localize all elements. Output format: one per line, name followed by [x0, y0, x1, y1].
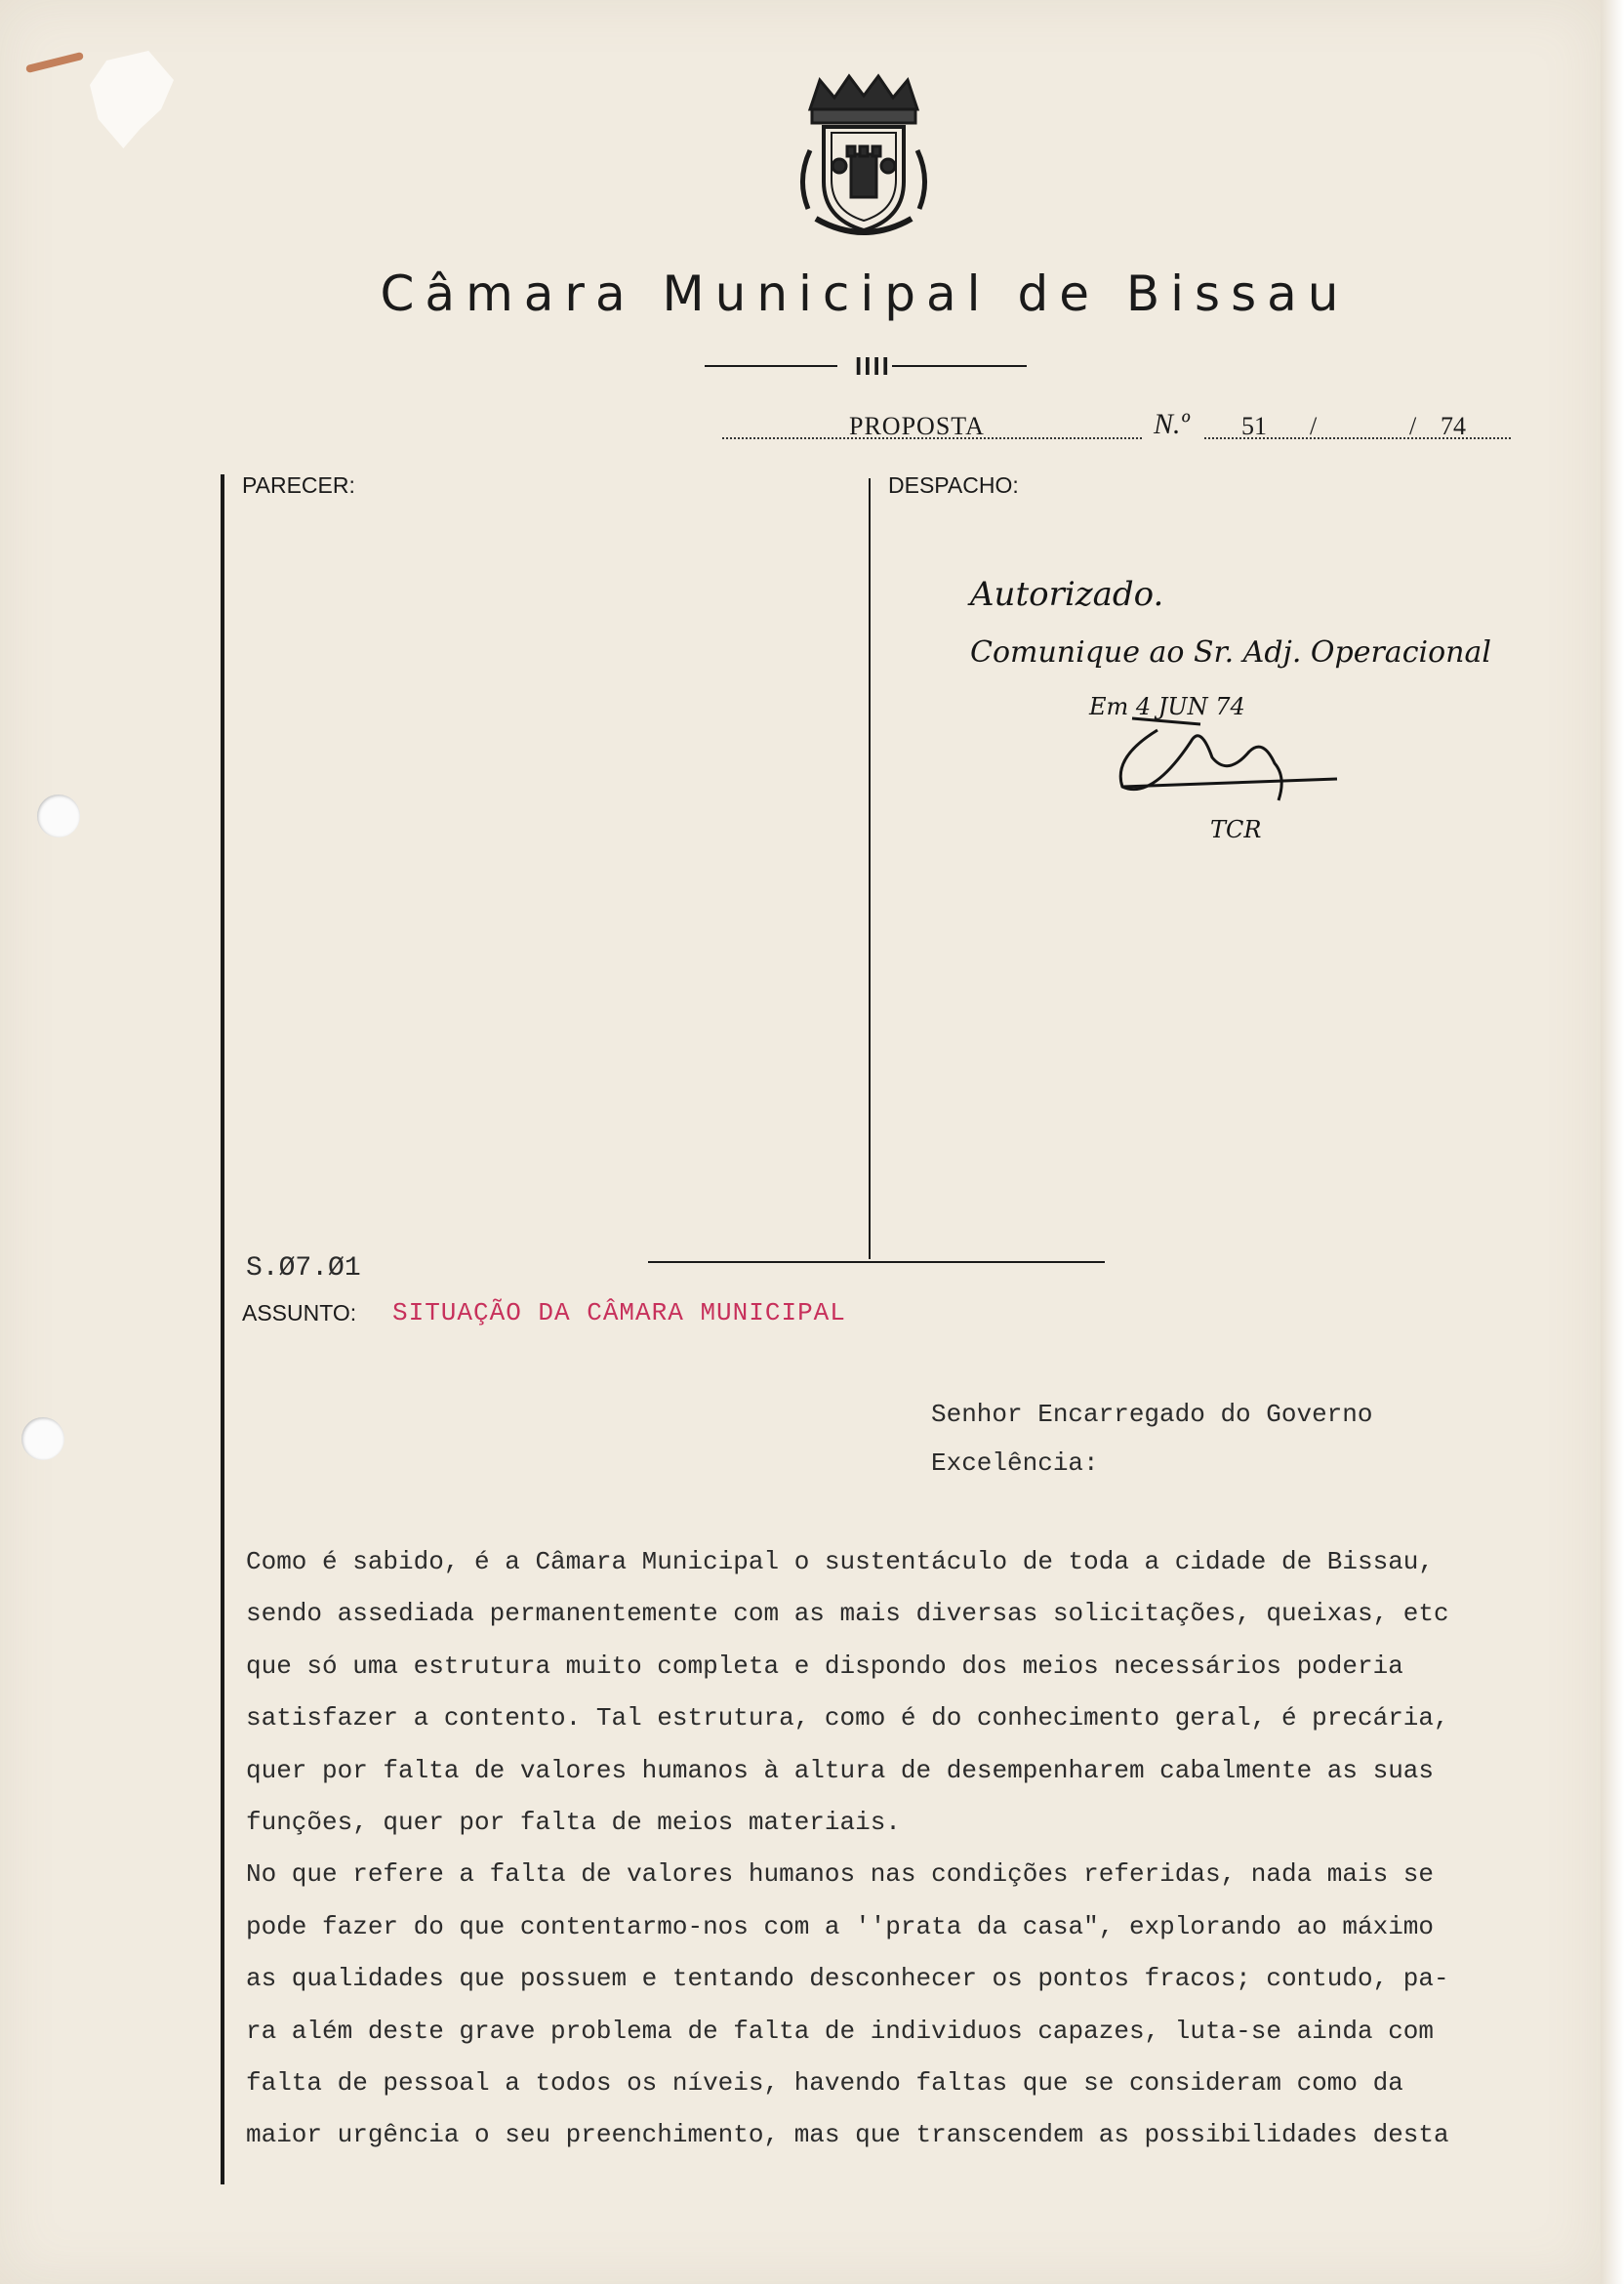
proposta-line — [722, 408, 1511, 447]
proposta-label: PROPOSTA — [849, 412, 985, 440]
salutation — [931, 1390, 1372, 1488]
assunto-value: SITUAÇÃO DA CÂMARA MUNICIPAL — [392, 1298, 846, 1327]
body-line: maior urgência o seu preenchimento, mas que transcendem as possibilidades desta — [246, 2120, 1449, 2150]
despacho-initials: TCR — [1210, 816, 1262, 843]
coat-of-arms-icon — [791, 72, 937, 238]
body-line: No que refere a falta de valores humanos nas condições referidas, nada mais se — [246, 1859, 1434, 1890]
body-line: que só uma estrutura muito completa e dispondo dos meios necessários poderia — [246, 1651, 1403, 1681]
page-edge — [1601, 0, 1624, 2284]
body-line: falta de pessoal a todos os níveis, havendo faltas que se consideram como da — [246, 2068, 1403, 2099]
handwritten-despacho — [956, 556, 1562, 849]
proposal-number: 51 — [1241, 412, 1267, 440]
year-separator: / — [1409, 412, 1417, 440]
institution-title: Câmara Municipal de Bissau — [380, 265, 1350, 322]
body-line: pode fazer do que contentarmo-nos com a ''prata da casa", explorando ao máximo — [246, 1911, 1434, 1941]
number-label: N.º — [1154, 408, 1190, 440]
number-separator: / — [1310, 412, 1318, 440]
title-rule-right — [892, 365, 1027, 367]
punch-hole-bottom — [21, 1417, 64, 1460]
despacho-line-2: Comunique ao Sr. Adj. Operacional — [970, 635, 1491, 670]
proposal-year: 74 — [1441, 412, 1466, 440]
despacho-label: DESPACHO: — [888, 472, 1019, 498]
despacho-date: Em 4 JUN 74 — [1089, 693, 1245, 720]
salutation-line: Excelência: — [931, 1448, 1099, 1478]
body-line: ra além deste grave problema de falta de individuos capazes, luta-se ainda com — [246, 2016, 1434, 2046]
parecer-label: PARECER: — [242, 472, 355, 498]
despacho-line-1: Autorizado. — [970, 575, 1164, 614]
assunto-label: ASSUNTO: — [242, 1300, 357, 1326]
salutation-line: Senhor Encarregado do Governo — [931, 1400, 1373, 1429]
document-code: S.Ø7.Ø1 — [246, 1253, 361, 1284]
left-margin-rule — [221, 474, 224, 2184]
title-mark: IIII — [855, 351, 891, 381]
body-line: funções, quer por falta de meios materiais. — [246, 1808, 901, 1838]
body-text — [246, 1536, 1544, 2162]
signature-icon — [1120, 718, 1337, 800]
body-line: as qualidades que possuem e tentando desconhecer os pontos fracos; contudo, pa- — [246, 1964, 1449, 1994]
body-line: sendo assediada permanentemente com as mais diversas solicitações, queixas, etc — [246, 1599, 1449, 1629]
despacho-bottom-rule — [648, 1261, 1105, 1263]
title-rule-left — [705, 365, 837, 367]
body-line: Como é sabido, é a Câmara Municipal o sustentáculo de toda a cidade de Bissau, — [246, 1547, 1434, 1576]
body-line: quer por falta de valores humanos à altura de desempenharem cabalmente as suas — [246, 1755, 1434, 1785]
despacho-divider — [869, 478, 871, 1259]
body-line: satisfazer a contento. Tal estrutura, como é do conhecimento geral, é precária, — [246, 1703, 1449, 1733]
punch-hole-top — [37, 795, 80, 837]
